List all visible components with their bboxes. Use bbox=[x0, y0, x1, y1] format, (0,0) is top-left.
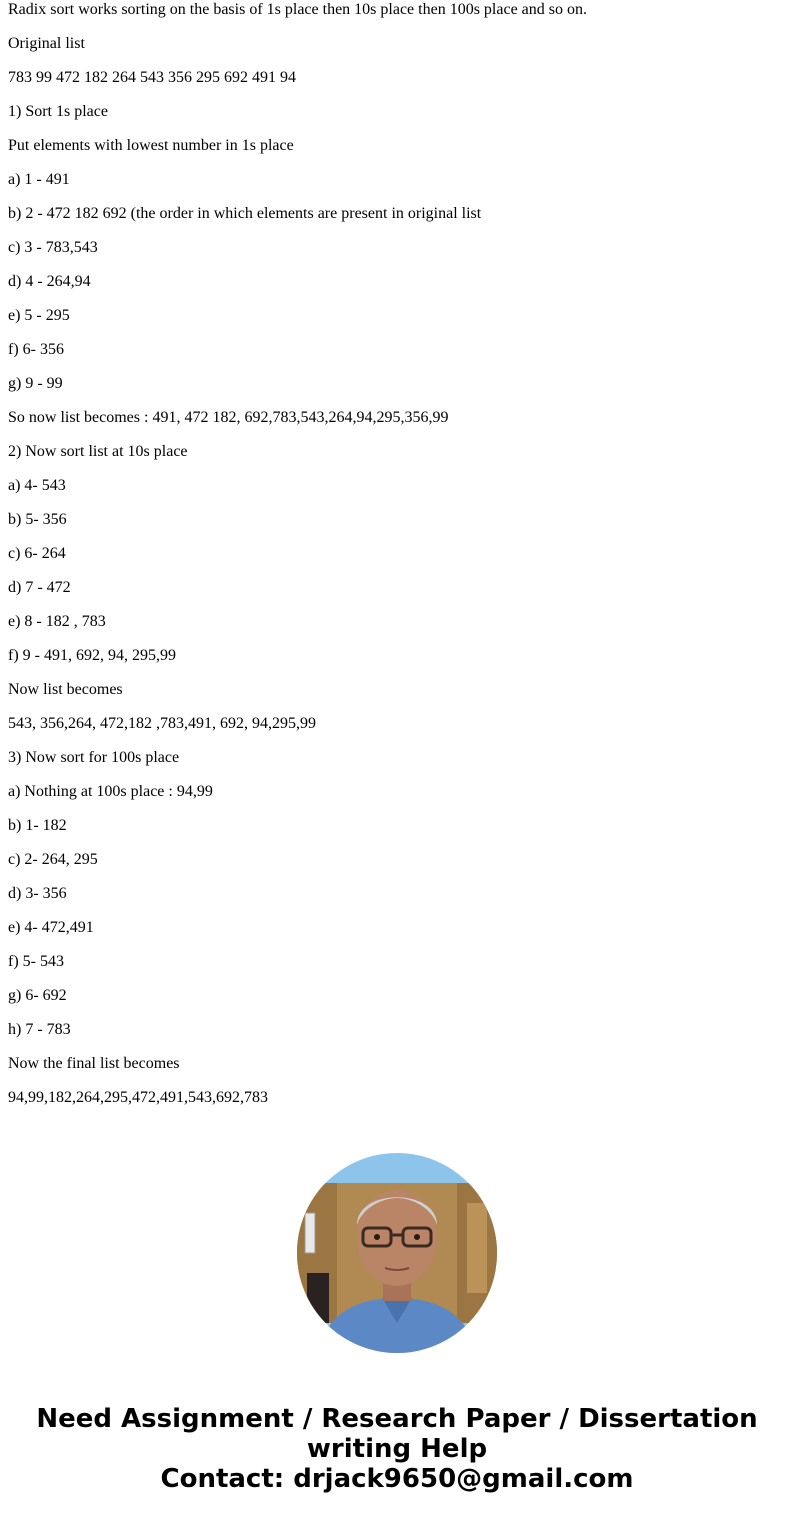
document-body bbox=[8, 0, 786, 1122]
step-3-item: c) 2- 264, 295 bbox=[8, 851, 98, 868]
step-3-item: g) 6- 692 bbox=[8, 987, 67, 1004]
step-3-item: f) 5- 543 bbox=[8, 953, 64, 970]
step-2-item: d) 7 - 472 bbox=[8, 579, 71, 596]
final-list-values: 94,99,182,264,295,472,491,543,692,783 bbox=[8, 1089, 268, 1106]
step-2-item: e) 8 - 182 , 783 bbox=[8, 613, 106, 630]
step-1-item: a) 1 - 491 bbox=[8, 171, 70, 188]
step-1-heading: 1) Sort 1s place bbox=[8, 103, 108, 120]
original-list-heading: Original list bbox=[8, 35, 85, 52]
step-2-item: f) 9 - 491, 692, 94, 295,99 bbox=[8, 647, 176, 664]
step-3-heading: 3) Now sort for 100s place bbox=[8, 749, 180, 766]
step-3-item: d) 3- 356 bbox=[8, 885, 67, 902]
step-3-item: a) Nothing at 100s place : 94,99 bbox=[8, 783, 213, 800]
step-1-item: g) 9 - 99 bbox=[8, 375, 63, 392]
footer-subline: writing Help bbox=[306, 1434, 488, 1464]
step-2-result-heading: Now list becomes bbox=[8, 681, 123, 698]
step-1-item: e) 5 - 295 bbox=[8, 307, 70, 324]
author-avatar bbox=[297, 1153, 497, 1353]
footer-contact-email[interactable]: Contact: drjack9650@gmail.com bbox=[160, 1464, 634, 1494]
step-2-heading: 2) Now sort list at 10s place bbox=[8, 443, 188, 460]
step-3-item: e) 4- 472,491 bbox=[8, 919, 94, 936]
step-2-result: 543, 356,264, 472,182 ,783,491, 692, 94,295,99 bbox=[8, 715, 316, 732]
step-3-item: h) 7 - 783 bbox=[8, 1021, 71, 1038]
step-1-item: f) 6- 356 bbox=[8, 341, 64, 358]
person-portrait-icon bbox=[297, 1153, 497, 1353]
step-1-result: So now list becomes : 491, 472 182, 692,783,543,264,94,295,356,99 bbox=[8, 409, 449, 426]
step-1-instruction: Put elements with lowest number in 1s place bbox=[8, 137, 294, 154]
step-1-item: d) 4 - 264,94 bbox=[8, 273, 91, 290]
step-3-item: b) 1- 182 bbox=[8, 817, 67, 834]
step-1-item: b) 2 - 472 182 692 (the order in which elements are present in original list bbox=[8, 205, 482, 222]
intro-text: Radix sort works sorting on the basis of 1s place then 10s place then 100s place and so on. bbox=[8, 1, 587, 18]
step-2-item: a) 4- 543 bbox=[8, 477, 66, 494]
footer-headline: Need Assignment / Research Paper / Dissertation bbox=[36, 1404, 758, 1434]
step-2-item: c) 6- 264 bbox=[8, 545, 66, 562]
final-list-heading: Now the final list becomes bbox=[8, 1055, 180, 1072]
step-2-item: b) 5- 356 bbox=[8, 511, 67, 528]
step-1-item: c) 3 - 783,543 bbox=[8, 239, 98, 256]
original-list-values: 783 99 472 182 264 543 356 295 692 491 94 bbox=[8, 69, 296, 86]
contact-footer bbox=[0, 1404, 794, 1494]
